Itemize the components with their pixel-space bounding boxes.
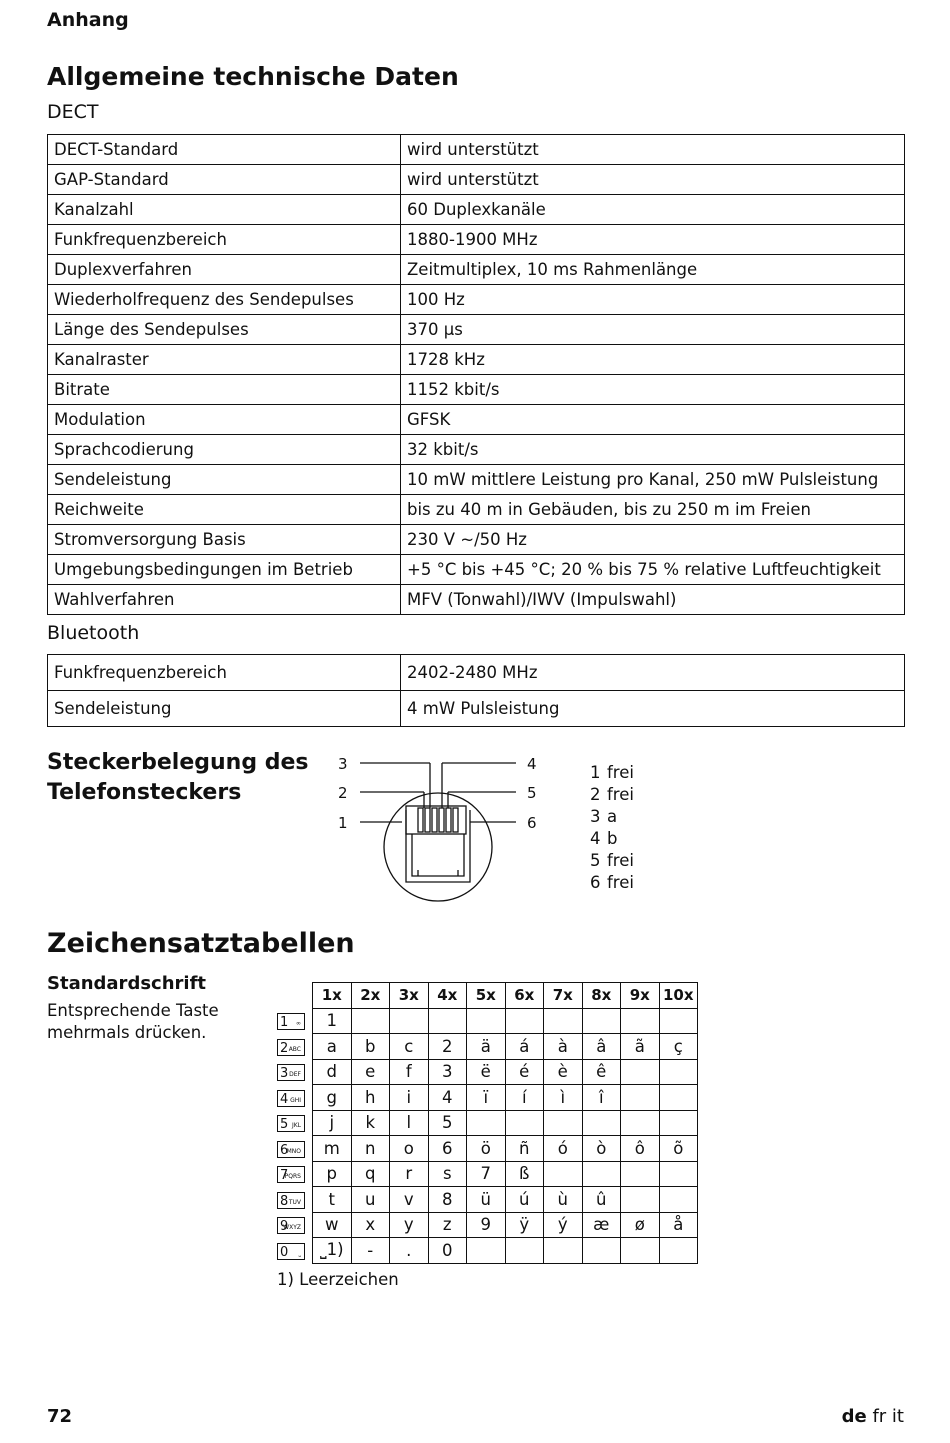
table-row xyxy=(48,405,905,435)
char-cell: r xyxy=(390,1161,429,1187)
key-digit: 4 xyxy=(280,1091,289,1107)
spec-key: Kanalzahl xyxy=(48,195,401,225)
dect-spec-table xyxy=(47,134,905,615)
char-cell: 3 xyxy=(428,1059,467,1085)
plug-diagram xyxy=(330,750,550,902)
column-header: 9x xyxy=(621,983,660,1009)
key-digit: 6 xyxy=(280,1142,289,1158)
char-cell: ä xyxy=(467,1034,506,1060)
spec-key: Sendeleistung xyxy=(48,691,401,727)
char-cell: h xyxy=(351,1085,390,1111)
char-cell: . xyxy=(390,1238,429,1264)
char-cell: - xyxy=(351,1238,390,1264)
char-cell xyxy=(351,1008,390,1034)
table-row xyxy=(276,1212,698,1238)
spec-key: Wahlverfahren xyxy=(48,585,401,615)
pin-legend-number: 2 xyxy=(590,785,601,804)
pin-legend-item xyxy=(590,806,634,828)
key-cell xyxy=(276,1110,313,1136)
key-cell xyxy=(276,1212,313,1238)
char-cell: ï xyxy=(467,1085,506,1111)
key-digit: 7 xyxy=(280,1168,289,1184)
char-cell: p xyxy=(313,1161,352,1187)
key-cell xyxy=(276,1238,313,1264)
key-cell xyxy=(276,1136,313,1162)
char-cell: q xyxy=(351,1161,390,1187)
section-header: Anhang xyxy=(47,9,129,31)
key-digit: 5 xyxy=(280,1117,289,1133)
char-cell: 1 xyxy=(313,1008,352,1034)
table-row xyxy=(48,315,905,345)
char-cell: é xyxy=(505,1059,544,1085)
key-letters: DEF xyxy=(289,1071,301,1079)
general-data-title: Allgemeine technische Daten xyxy=(47,62,459,91)
char-cell xyxy=(621,1059,660,1085)
key-8-icon xyxy=(277,1192,305,1209)
key-letters: MNO xyxy=(286,1147,301,1155)
key-2-icon xyxy=(277,1039,305,1056)
table-row xyxy=(48,375,905,405)
char-cell: v xyxy=(390,1187,429,1213)
table-row xyxy=(276,1059,698,1085)
key-3-icon xyxy=(277,1064,305,1081)
pin-legend-value: b xyxy=(607,829,618,848)
char-cell xyxy=(467,1110,506,1136)
char-cell: æ xyxy=(582,1212,621,1238)
key-letters: JKL xyxy=(291,1122,301,1130)
spec-key: Stromversorgung Basis xyxy=(48,525,401,555)
char-cell xyxy=(505,1008,544,1034)
table-row xyxy=(48,435,905,465)
char-cell: ì xyxy=(544,1085,583,1111)
spec-value: 10 mW mittlere Leistung pro Kanal, 250 mW Pulsleistung xyxy=(401,465,905,495)
table-row xyxy=(48,165,905,195)
char-cell: e xyxy=(351,1059,390,1085)
spec-key: Länge des Sendepulses xyxy=(48,315,401,345)
char-cell xyxy=(659,1238,698,1264)
table-row xyxy=(48,135,905,165)
char-cell xyxy=(544,1110,583,1136)
char-cell: û xyxy=(582,1187,621,1213)
spec-value: 2402-2480 MHz xyxy=(401,655,905,691)
char-cell: g xyxy=(313,1085,352,1111)
key-digit: 9 xyxy=(280,1219,289,1235)
spec-key: Reichweite xyxy=(48,495,401,525)
column-header: 4x xyxy=(428,983,467,1009)
table-row xyxy=(276,1085,698,1111)
char-cell: k xyxy=(351,1110,390,1136)
bluetooth-spec-table xyxy=(47,654,905,727)
char-cell: å xyxy=(659,1212,698,1238)
table-row xyxy=(276,1110,698,1136)
char-cell xyxy=(659,1187,698,1213)
table-row xyxy=(48,255,905,285)
pin-legend-item xyxy=(590,872,634,894)
key-0-icon xyxy=(277,1243,305,1260)
char-cell: l xyxy=(390,1110,429,1136)
charset-title: Zeichensatztabellen xyxy=(47,928,355,959)
column-header: 6x xyxy=(505,983,544,1009)
char-cell: ô xyxy=(621,1136,660,1162)
key-letters: ⎵ xyxy=(298,1249,301,1257)
key-cell xyxy=(276,1187,313,1213)
spec-key: Sendeleistung xyxy=(48,465,401,495)
key-digit: 3 xyxy=(280,1066,289,1082)
char-cell: m xyxy=(313,1136,352,1162)
char-cell xyxy=(659,1085,698,1111)
table-row xyxy=(276,1136,698,1162)
table-row xyxy=(48,495,905,525)
char-cell xyxy=(582,1161,621,1187)
key-7-icon xyxy=(277,1166,305,1183)
char-cell: ñ xyxy=(505,1136,544,1162)
table-row xyxy=(48,655,905,691)
char-cell xyxy=(544,1161,583,1187)
key-5-icon xyxy=(277,1115,305,1132)
char-cell xyxy=(659,1008,698,1034)
char-cell: 9 xyxy=(467,1212,506,1238)
footnote: 1) Leerzeichen xyxy=(277,1270,399,1289)
spec-value: 1728 kHz xyxy=(401,345,905,375)
key-letters: GHI xyxy=(290,1096,301,1104)
key-digit: 0 xyxy=(280,1244,289,1260)
plug-title: Steckerbelegung des Telefonsteckers xyxy=(47,750,309,805)
spec-key: GAP-Standard xyxy=(48,165,401,195)
spec-value: GFSK xyxy=(401,405,905,435)
key-letters: ∞ xyxy=(296,1020,301,1028)
char-cell xyxy=(505,1238,544,1264)
pin-legend-number: 3 xyxy=(590,807,601,826)
pin-legend-item xyxy=(590,784,634,806)
char-cell xyxy=(544,1238,583,1264)
key-letters: WXYZ xyxy=(283,1224,301,1232)
char-cell: ë xyxy=(467,1059,506,1085)
char-cell xyxy=(467,1008,506,1034)
char-cell xyxy=(621,1187,660,1213)
key-cell xyxy=(276,1059,313,1085)
char-cell xyxy=(621,1238,660,1264)
char-cell: ß xyxy=(505,1161,544,1187)
char-cell: s xyxy=(428,1161,467,1187)
charset-subtitle: Standardschrift xyxy=(47,973,207,994)
key-1-icon xyxy=(277,1013,305,1030)
column-header: 8x xyxy=(582,983,621,1009)
char-cell: x xyxy=(351,1212,390,1238)
spec-value: Zeitmultiplex, 10 ms Rahmenlänge xyxy=(401,255,905,285)
table-header-row xyxy=(276,983,698,1009)
table-row xyxy=(48,225,905,255)
page-number: 72 xyxy=(47,1406,73,1427)
char-cell xyxy=(544,1008,583,1034)
char-cell: ý xyxy=(544,1212,583,1238)
table-row xyxy=(48,585,905,615)
char-cell xyxy=(582,1110,621,1136)
char-cell: 4 xyxy=(428,1085,467,1111)
char-cell: t xyxy=(313,1187,352,1213)
pin-legend-number: 4 xyxy=(590,829,601,848)
dect-label: DECT xyxy=(47,101,99,123)
pin-legend-item xyxy=(590,762,634,784)
key-4-icon xyxy=(277,1090,305,1107)
table-row xyxy=(48,345,905,375)
spec-key: Modulation xyxy=(48,405,401,435)
char-cell xyxy=(621,1161,660,1187)
char-cell: ø xyxy=(621,1212,660,1238)
spec-key: Wiederholfrequenz des Sendepulses xyxy=(48,285,401,315)
column-header: 2x xyxy=(351,983,390,1009)
table-row xyxy=(276,1187,698,1213)
char-cell xyxy=(659,1059,698,1085)
key-digit: 1 xyxy=(280,1015,289,1031)
char-cell xyxy=(621,1008,660,1034)
char-cell: â xyxy=(582,1034,621,1060)
char-cell xyxy=(582,1008,621,1034)
pin-legend-value: frei xyxy=(607,785,634,804)
plug-outline-circle xyxy=(384,793,492,901)
other-languages: fr it xyxy=(872,1406,904,1427)
pin-legend-value: a xyxy=(607,807,618,826)
key-letters: PQRS xyxy=(284,1173,301,1181)
char-cell xyxy=(467,1238,506,1264)
key-digit: 2 xyxy=(280,1040,289,1056)
language-indicator xyxy=(842,1406,904,1427)
char-cell: ê xyxy=(582,1059,621,1085)
char-cell: ç xyxy=(659,1034,698,1060)
char-cell: d xyxy=(313,1059,352,1085)
char-cell: 5 xyxy=(428,1110,467,1136)
char-cell: í xyxy=(505,1085,544,1111)
spec-key: DECT-Standard xyxy=(48,135,401,165)
key-9-icon xyxy=(277,1217,305,1234)
table-row xyxy=(276,1161,698,1187)
char-cell: ú xyxy=(505,1187,544,1213)
char-cell: ù xyxy=(544,1187,583,1213)
char-cell: u xyxy=(351,1187,390,1213)
table-row xyxy=(276,1238,698,1264)
table-row xyxy=(48,691,905,727)
char-cell: j xyxy=(313,1110,352,1136)
spec-value: wird unterstützt xyxy=(401,135,905,165)
charset-description: Entsprechende Taste mehrmals drücken. xyxy=(47,1001,219,1042)
char-cell: è xyxy=(544,1059,583,1085)
spec-value: +5 °C bis +45 °C; 20 % bis 75 % relative Luftfeuchtigkeit xyxy=(401,555,905,585)
char-cell: 6 xyxy=(428,1136,467,1162)
column-header: 5x xyxy=(467,983,506,1009)
char-cell: c xyxy=(390,1034,429,1060)
char-cell: b xyxy=(351,1034,390,1060)
char-cell: ö xyxy=(467,1136,506,1162)
table-row xyxy=(48,285,905,315)
pin-legend xyxy=(590,762,634,894)
char-cell xyxy=(621,1110,660,1136)
char-cell: 0 xyxy=(428,1238,467,1264)
spec-key: Funkfrequenzbereich xyxy=(48,225,401,255)
char-cell: 2 xyxy=(428,1034,467,1060)
char-cell: õ xyxy=(659,1136,698,1162)
spec-key: Funkfrequenzbereich xyxy=(48,655,401,691)
char-cell: i xyxy=(390,1085,429,1111)
table-row xyxy=(276,1008,698,1034)
spec-value: 370 µs xyxy=(401,315,905,345)
key-cell xyxy=(276,1008,313,1034)
spec-key: Umgebungsbedingungen im Betrieb xyxy=(48,555,401,585)
key-letters: ABC xyxy=(288,1045,301,1053)
column-header: 3x xyxy=(390,983,429,1009)
spec-value: 100 Hz xyxy=(401,285,905,315)
char-cell: ⎵1) xyxy=(313,1238,352,1264)
key-digit: 8 xyxy=(280,1193,289,1209)
char-cell: 8 xyxy=(428,1187,467,1213)
char-cell: w xyxy=(313,1212,352,1238)
spec-value: MFV (Tonwahl)/IWV (Impulswahl) xyxy=(401,585,905,615)
table-row xyxy=(48,195,905,225)
char-cell: y xyxy=(390,1212,429,1238)
table-corner xyxy=(276,983,313,1009)
char-cell: n xyxy=(351,1136,390,1162)
char-cell: ó xyxy=(544,1136,583,1162)
table-row xyxy=(276,1034,698,1060)
bluetooth-label: Bluetooth xyxy=(47,622,140,644)
key-cell xyxy=(276,1034,313,1060)
char-cell: f xyxy=(390,1059,429,1085)
char-cell: ò xyxy=(582,1136,621,1162)
pin-6-number: 6 xyxy=(527,814,537,832)
char-cell xyxy=(582,1238,621,1264)
table-row xyxy=(48,465,905,495)
key-letters: TUV xyxy=(288,1198,301,1206)
spec-value: 230 V ~/50 Hz xyxy=(401,525,905,555)
char-cell: o xyxy=(390,1136,429,1162)
spec-value: 32 kbit/s xyxy=(401,435,905,465)
pin-2-number: 2 xyxy=(338,784,348,802)
char-cell: 7 xyxy=(467,1161,506,1187)
spec-value: 1880-1900 MHz xyxy=(401,225,905,255)
char-cell xyxy=(659,1110,698,1136)
pin-legend-value: frei xyxy=(607,873,634,892)
column-header: 7x xyxy=(544,983,583,1009)
pin-legend-item xyxy=(590,828,634,850)
char-cell: á xyxy=(505,1034,544,1060)
pin-legend-number: 5 xyxy=(590,851,601,870)
char-cell: a xyxy=(313,1034,352,1060)
character-table xyxy=(276,982,698,1264)
key-6-icon xyxy=(277,1141,305,1158)
table-row xyxy=(48,555,905,585)
pin-legend-number: 6 xyxy=(590,873,601,892)
column-header: 10x xyxy=(659,983,698,1009)
spec-key: Kanalraster xyxy=(48,345,401,375)
char-cell xyxy=(505,1110,544,1136)
table-row xyxy=(48,525,905,555)
char-cell xyxy=(390,1008,429,1034)
spec-key: Duplexverfahren xyxy=(48,255,401,285)
pin-legend-item xyxy=(590,850,634,872)
pin-legend-value: frei xyxy=(607,851,634,870)
active-language: de xyxy=(841,1406,867,1427)
char-cell xyxy=(659,1161,698,1187)
spec-key: Sprachcodierung xyxy=(48,435,401,465)
spec-value: 1152 kbit/s xyxy=(401,375,905,405)
pin-3-number: 3 xyxy=(338,755,348,773)
pin-legend-number: 1 xyxy=(590,763,601,782)
pin-5-number: 5 xyxy=(527,784,537,802)
char-cell: ÿ xyxy=(505,1212,544,1238)
key-cell xyxy=(276,1085,313,1111)
column-header: 1x xyxy=(313,983,352,1009)
spec-value: wird unterstützt xyxy=(401,165,905,195)
char-cell xyxy=(621,1085,660,1111)
pin-legend-value: frei xyxy=(607,763,634,782)
spec-value: 4 mW Pulsleistung xyxy=(401,691,905,727)
char-cell xyxy=(428,1008,467,1034)
spec-key: Bitrate xyxy=(48,375,401,405)
pin-4-number: 4 xyxy=(527,755,537,773)
char-cell: î xyxy=(582,1085,621,1111)
char-cell: ã xyxy=(621,1034,660,1060)
char-cell: ü xyxy=(467,1187,506,1213)
pin-1-number: 1 xyxy=(338,814,348,832)
char-cell: z xyxy=(428,1212,467,1238)
spec-value: 60 Duplexkanäle xyxy=(401,195,905,225)
key-cell xyxy=(276,1161,313,1187)
spec-value: bis zu 40 m in Gebäuden, bis zu 250 m im Freien xyxy=(401,495,905,525)
char-cell: à xyxy=(544,1034,583,1060)
